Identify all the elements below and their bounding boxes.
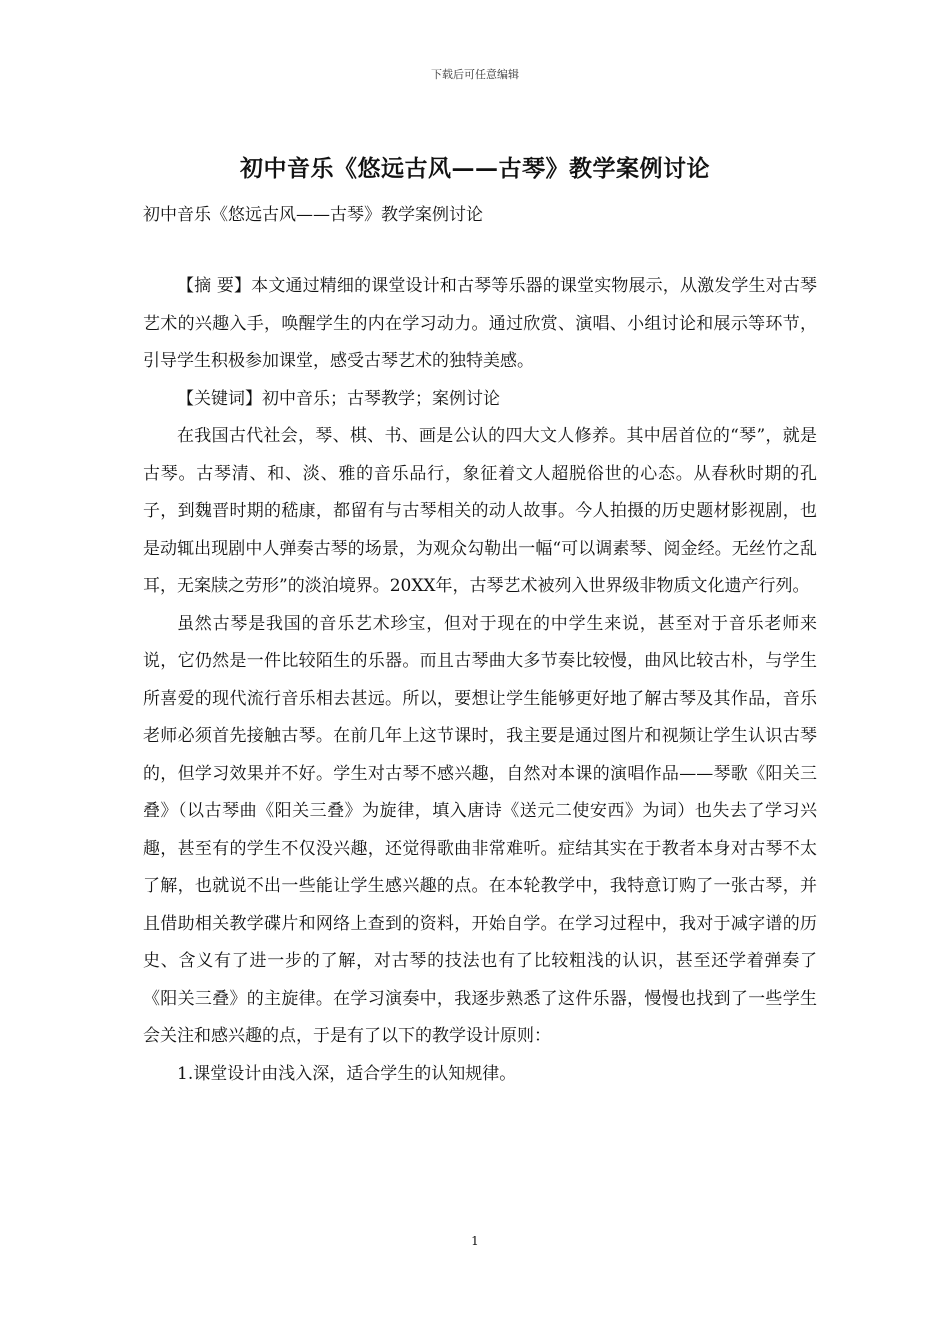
document-body <box>143 268 817 1093</box>
body-paragraph: 在我国古代社会，琴、棋、书、画是公认的四大文人修养。其中居首位的“琴”，就是古琴。古琴清、和、淡、雅的音乐品行，象征着文人超脱俗世的心态。从春秋时期的孔子，到魏晋时期的嵇康，都留有与古琴相关的动人故事。今人拍摄的历史题材影视剧，也是动辄出现剧中人弹奏古琴的场景，为观众勾勒出一幅“可以调素琴、阅金经。无丝竹之乱耳，无案牍之劳形”的淡泊境界。20XX年，古琴艺术被列入世界级非物质文化遗产行列。 <box>143 426 817 596</box>
body-paragraph: 虽然古琴是我国的音乐艺术珍宝，但对于现在的中学生来说，甚至对于音乐老师来说，它仍然是一件比较陌生的乐器。而且古琴曲大多节奏比较慢，曲风比较古朴，与学生所喜爱的现代流行音乐相去甚远。所以，要想让学生能够更好地了解古琴及其作品，音乐老师必须首先接触古琴。在前几年上这节课时，我主要是通过图片和视频让学生认识古琴的，但学习效果并不好。学生对古琴不感兴趣，自然对本课的演唱作品——琴歌《阳关三叠》（以古琴曲《阳关三叠》为旋律，填入唐诗《送元二使安西》为词）也失去了学习兴趣，甚至有的学生不仅没兴趣，还觉得歌曲非常难听。症结其实在于教者本身对古琴不太了解，也就说不出一些能让学生感兴趣的点。在本轮教学中，我特意订购了一张古琴，并且借助相关教学碟片和网络上查到的资料，开始自学。在学习过程中，我对于减字谱的历史、含义有了进一步的了解，对古琴的技法也有了比较粗浅的认识，甚至还学着弹奏了《阳关三叠》的主旋律。在学习演奏中，我逐步熟悉了这件乐器，慢慢也找到了一些学生会关注和感兴趣的点，于是有了以下的教学设计原则： <box>143 613 817 1046</box>
keywords-text: 初中音乐；古琴教学；案例讨论 <box>262 388 500 409</box>
abstract-paragraph <box>143 268 817 381</box>
abstract-text: 本文通过精细的课堂设计和古琴等乐器的课堂实物展示，从激发学生对古琴艺术的兴趣入手，唤醒学生的内在学习动力。通过欣赏、演唱、小组讨论和展示等环节，引导学生积极参加课堂，感受古琴艺术的独特美感。 <box>143 276 818 371</box>
keywords-paragraph <box>143 381 817 419</box>
page-header-note: 下载后可任意编辑 <box>431 68 519 81</box>
page-number: 1 <box>471 1234 479 1248</box>
abstract-label: 【摘 要】 <box>177 276 252 296</box>
keywords-label: 【关键词】 <box>177 388 262 409</box>
body-paragraph: 1.课堂设计由浅入深，适合学生的认知规律。 <box>177 1063 517 1084</box>
document-title: 初中音乐《悠远古风——古琴》教学案例讨论 <box>240 155 710 182</box>
document-subtitle: 初中音乐《悠远古风——古琴》教学案例讨论 <box>143 205 483 225</box>
